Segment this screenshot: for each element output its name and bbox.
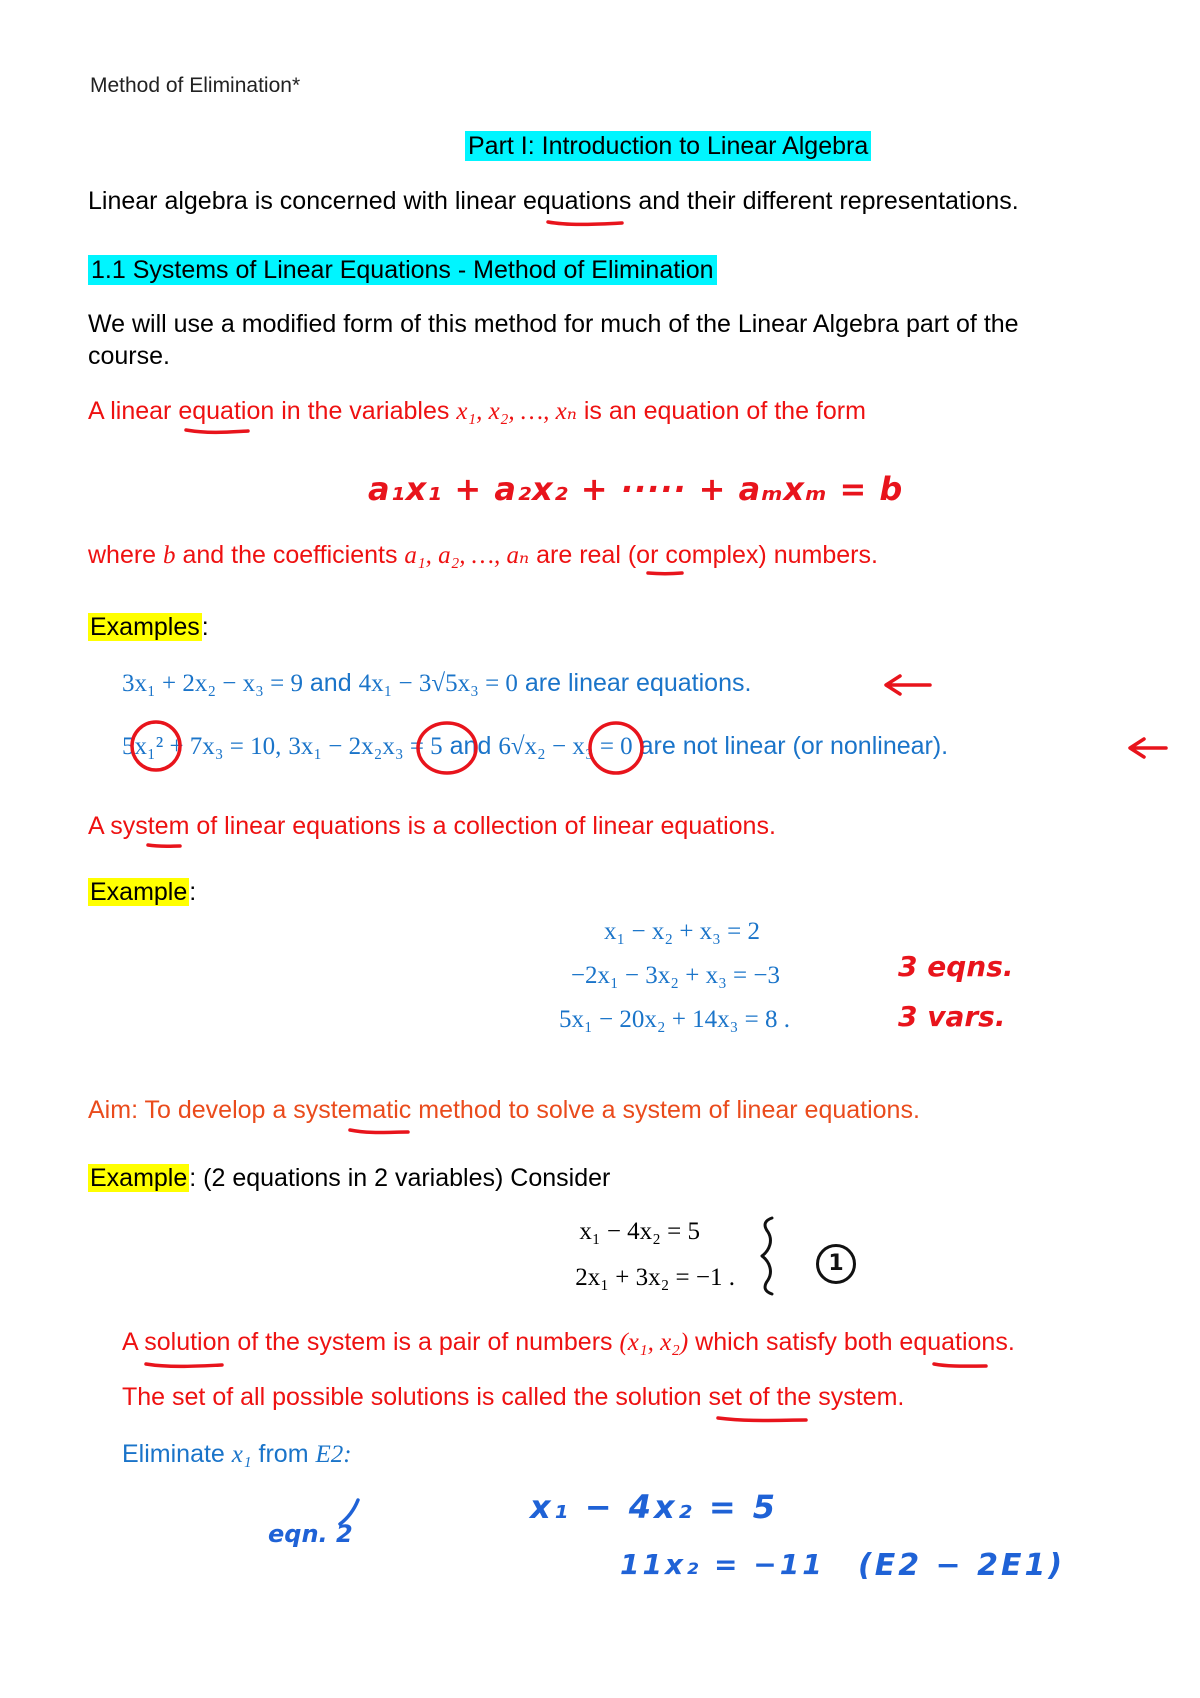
system-definition: A system of linear equations is a collection of linear equations. <box>88 812 776 840</box>
definition-prefix: A linear equation in the variables <box>88 397 450 425</box>
example-and-1: and <box>309 669 352 697</box>
underline-system <box>148 845 180 846</box>
handwritten-eqn2-label: eqn. 2 <box>268 1520 353 1548</box>
solution-def-suffix: which satisfy both equations. <box>695 1328 1015 1356</box>
system-eq-3: 5x₁ − 20x₂ + 14x₃ = 8 . <box>559 1006 790 1033</box>
section-title <box>88 256 717 285</box>
example-eq-1: 3x₁ + 2x₂ − x₃ = 9 <box>122 670 303 697</box>
modified-form-line-2: course. <box>88 342 170 370</box>
example-2-line <box>88 1164 610 1193</box>
solution-definition <box>122 1328 1015 1357</box>
eliminate-mid: from <box>258 1440 309 1468</box>
solution-def-prefix: A solution of the system is a pair of numbers <box>122 1328 613 1356</box>
coefficients-line <box>88 540 878 570</box>
solution-def-pair: (x₁, x₂) <box>619 1329 689 1356</box>
examples-label: Examples: <box>90 613 209 641</box>
system2-eq-1: x₁ − 4x₂ = 5 <box>579 1218 700 1245</box>
system-eq-1: x₁ − x₂ + x₃ = 2 <box>604 918 760 945</box>
eliminate-prefix: Eliminate <box>122 1440 225 1468</box>
where-suffix: are real (or complex) numbers. <box>536 541 878 569</box>
handwritten-step-eq-1: x₁ − 4x₂ = 5 <box>530 1488 779 1526</box>
example-2-label: Example <box>90 1164 188 1192</box>
handwritten-step-operation: (E2 − 2E1) <box>858 1548 1066 1583</box>
underline-equations <box>548 222 622 224</box>
examples-label-text: Examples <box>90 613 200 641</box>
part-title-text: Part I: Introduction to Linear Algebra <box>465 131 871 161</box>
page-header: Method of Elimination* <box>90 74 301 97</box>
handwritten-general-form: a₁x₁ + a₂x₂ + ····· + aₘxₘ = b <box>368 470 904 508</box>
eliminate-target: E2: <box>315 1441 352 1468</box>
circled-one: 1 <box>816 1244 856 1284</box>
aim-text: : To develop a systematic method to solve a system of linear equations. <box>131 1096 920 1124</box>
where-prefix: where <box>88 541 157 569</box>
example-2-text: : (2 equations in 2 variables) Consider <box>189 1164 611 1192</box>
nonlinear-suffix: are not linear (or nonlinear). <box>639 732 949 760</box>
nonlinear-and: and <box>449 732 492 760</box>
nonlinear-eq-2: 3x₁ − 2x₂x₃ = 5 <box>288 733 443 760</box>
part-title <box>465 132 871 161</box>
eliminate-line <box>122 1440 352 1469</box>
underline-systematic <box>350 1130 408 1133</box>
where-mid: and the coefficients <box>182 541 398 569</box>
example-label: Example: <box>90 878 197 906</box>
where-coefficients: a₁, a₂, …, aₙ <box>404 542 530 569</box>
section-title-text: 1.1 Systems of Linear Equations - Method of Elimination <box>88 255 717 285</box>
aim-label: Aim <box>88 1096 132 1124</box>
system-eq-2: −2x₁ − 3x₂ + x₃ = −3 <box>570 962 780 989</box>
definition-suffix: is an equation of the form <box>583 397 866 425</box>
underline-equation-def <box>186 430 248 432</box>
underline-real <box>648 573 682 574</box>
linear-equation-definition <box>88 396 866 426</box>
example-linear-suffix: are linear equations. <box>524 669 752 697</box>
eliminate-variable: x₁ <box>231 1441 252 1468</box>
arrow-linear-icon <box>886 676 930 694</box>
handwritten-step-eq-2: 11x₂ = −11 <box>620 1548 825 1581</box>
aim-line <box>88 1096 920 1125</box>
modified-form-line-1: We will use a modified form of this method for much of the Linear Algebra part of the <box>88 310 1019 338</box>
where-b: b <box>163 542 176 569</box>
intro-paragraph: Linear algebra is concerned with linear equations and their different representations. <box>88 187 1019 215</box>
nonlinear-eq-1: 5x₁² + 7x₃ = 10, <box>122 733 282 760</box>
system2-eq-2: 2x₁ + 3x₂ = −1 . <box>575 1264 735 1291</box>
underline-solution <box>146 1364 222 1366</box>
nonlinear-eq-3: 6√x₂ − x₃ = 0 <box>498 733 633 760</box>
definition-variables: x₁, x₂, …, xₙ <box>456 398 577 425</box>
handwritten-equation-count: 3 eqns. <box>898 950 1014 983</box>
arrow-nonlinear-icon <box>1130 739 1166 757</box>
brace-icon <box>762 1218 772 1294</box>
handwritten-variable-count: 3 vars. <box>898 1000 1006 1033</box>
example-label-text: Example <box>90 878 188 906</box>
example-eq-2: 4x₁ − 3√5x₃ = 0 <box>358 670 518 697</box>
solution-set-definition: The set of all possible solutions is called the solution set of the system. <box>122 1383 905 1411</box>
nonlinear-examples-line <box>122 732 948 761</box>
underline-both <box>934 1364 986 1366</box>
linear-examples-line <box>122 669 751 698</box>
underline-solution-set <box>718 1418 806 1421</box>
